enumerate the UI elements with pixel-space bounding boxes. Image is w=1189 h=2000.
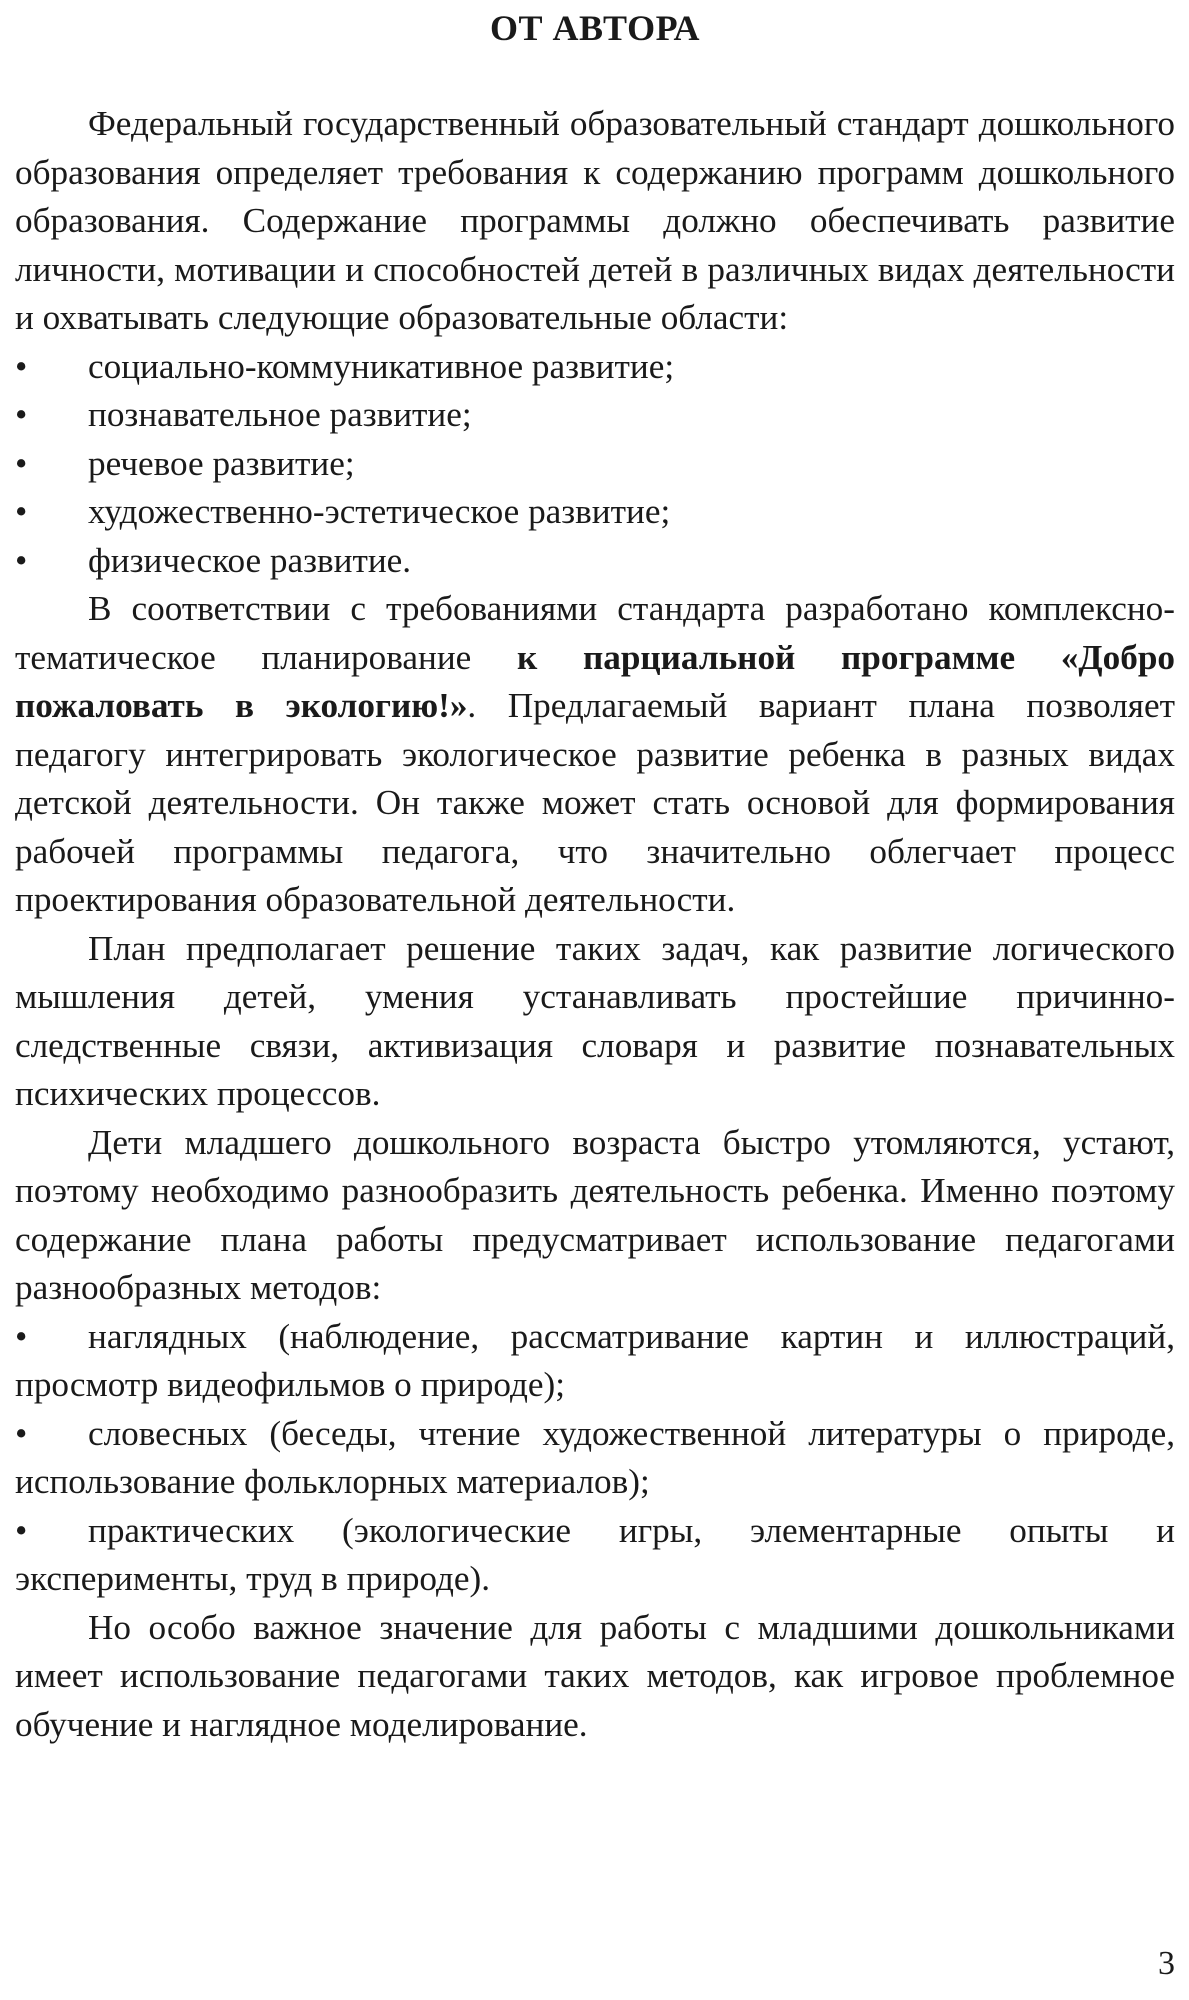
page-title: ОТ АВТОРА <box>490 8 700 48</box>
list-item <box>15 343 1175 392</box>
planning-paragraph <box>15 585 1175 925</box>
list-item-text: социально-коммуникативное развитие; <box>88 346 675 386</box>
tasks-paragraph: План предполагает решение таких задач, как развитие логического мышления детей, умения устанавливать простейшие причинно-следственные связи, активизация словаря и развитие познавательных психических процессов. <box>15 928 1175 1113</box>
bullet-icon: • <box>15 346 28 386</box>
bullet-icon: • <box>15 1413 28 1453</box>
methods-intro-paragraph: Дети младшего дошкольного возраста быстро утомляются, устают, поэтому необходимо разнообразить деятельность ребенка. Именно поэтому содержание плана работы предусматривает использование педагогами разнообразных методов: <box>15 1122 1175 1307</box>
list-item-text: наглядных (наблюдение, рассматривание картин и иллюстраций, просмотр видеофильмов о природе); <box>15 1316 1175 1404</box>
list-item-text: художественно-эстетическое развитие; <box>88 492 671 531</box>
intro-paragraph: Федеральный государственный образовательный стандарт дошкольного образования определяет требования к содержанию программ дошкольного образования. Содержание программы должно обеспечивать развитие личности, мотивации и способностей детей в различных видах деятельности и охватывать следующие образовательные области: <box>15 104 1175 337</box>
list-item <box>15 1410 1175 1507</box>
list-item <box>15 391 1175 440</box>
planning-text-end: . Предлагаемый вариант плана позволяет педагогу интегрировать экологическое развитие ребенка в разных видах детской деятельности. Он также может стать основой для формирования рабочей программы педагога, что значительно облегчает процесс проектирования образовательной деятельности. <box>15 686 1175 919</box>
book-page <box>15 0 1175 2000</box>
areas-list <box>15 343 1175 586</box>
list-item-text: речевое развитие; <box>88 443 355 483</box>
planning-text-start: В соответствии с требованиями стандарта разработано комплексно-тематическое планирование <box>15 589 1175 677</box>
list-item-text: практических (экологические игры, элементарные опыты и эксперименты, труд в природе). <box>15 1510 1175 1598</box>
bullet-icon: • <box>15 1510 28 1550</box>
list-item-text: словесных (беседы, чтение художественной литературы о природе, использование фольклорных материалов); <box>15 1413 1175 1501</box>
bullet-icon: • <box>15 540 28 580</box>
conclusion-paragraph: Но особо важное значение для работы с младшими дошкольниками имеет использование педагогами таких методов, как игровое проблемное обучение и наглядное моделирование. <box>15 1607 1175 1744</box>
body-text <box>15 100 1175 1749</box>
list-item-text: физическое развитие. <box>88 540 412 580</box>
list-item <box>15 440 1175 489</box>
list-item <box>15 1313 1175 1410</box>
bullet-icon: • <box>15 443 28 483</box>
bullet-icon: • <box>15 395 28 434</box>
program-name: к парциальной программе «Добро пожаловать в экологию!» <box>15 637 1175 725</box>
list-item <box>15 1507 1175 1604</box>
list-item-text: познавательное развитие; <box>88 395 472 434</box>
methods-list <box>15 1313 1175 1604</box>
bullet-icon: • <box>15 1316 28 1356</box>
bullet-icon: • <box>15 492 28 531</box>
list-item <box>15 537 1175 586</box>
page-number: 3 <box>1158 1945 1175 1982</box>
list-item <box>15 488 1175 537</box>
